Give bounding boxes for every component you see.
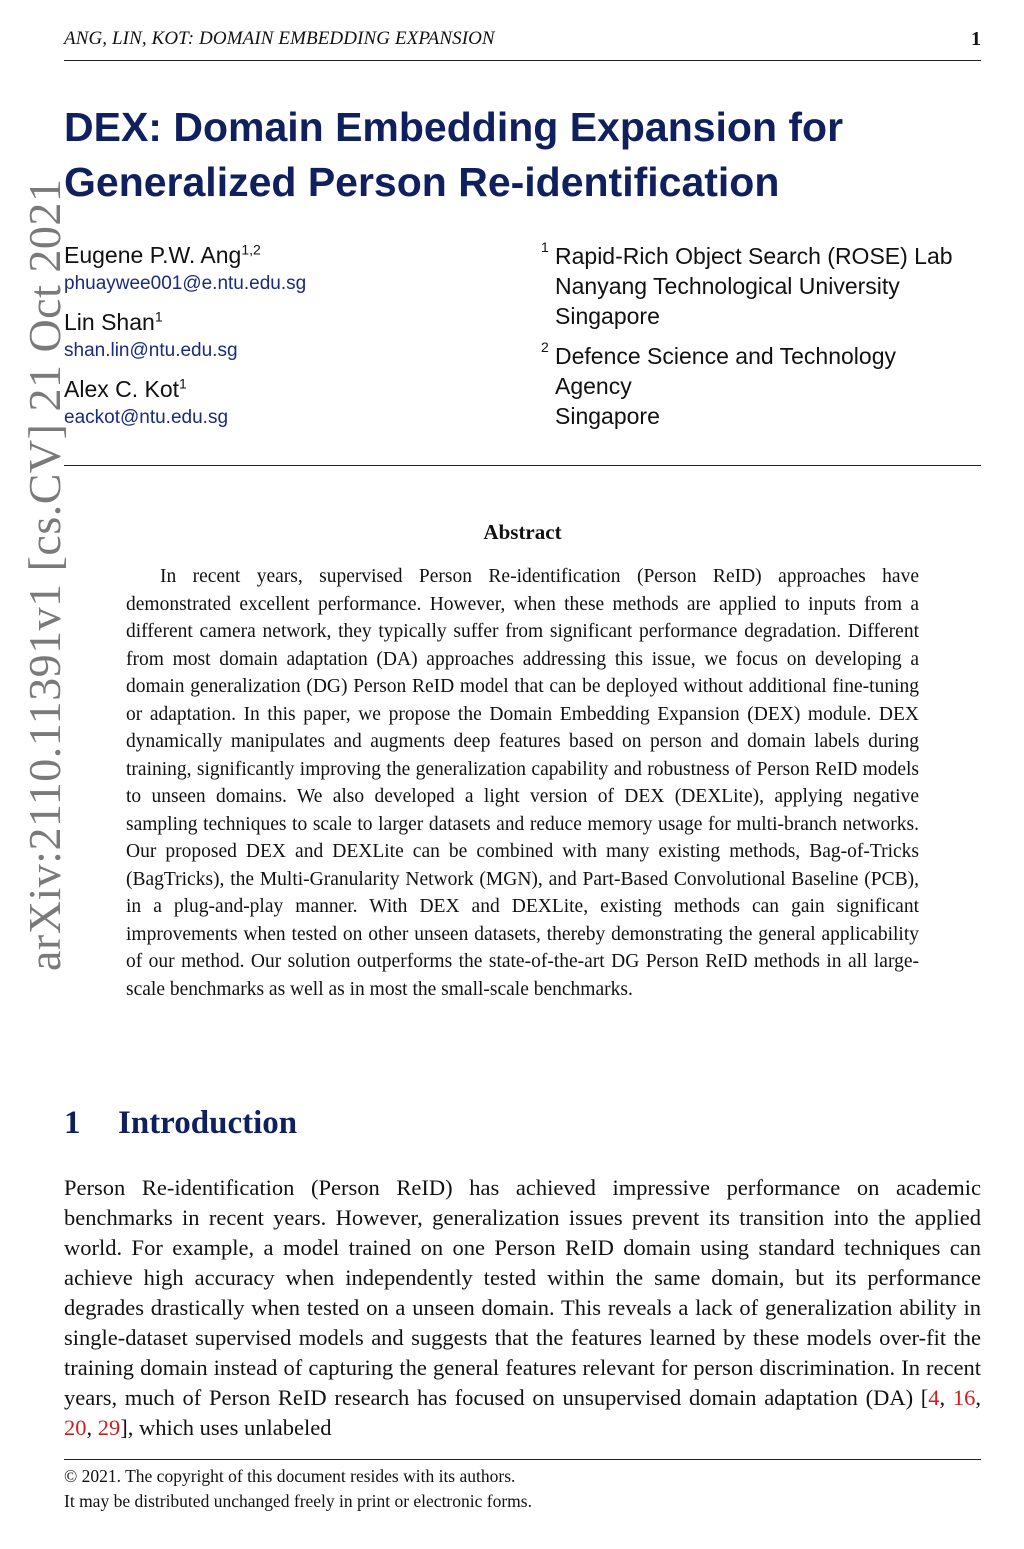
author-affiliation-marker: 1 (154, 308, 163, 325)
citation-link[interactable]: 20 (64, 1415, 87, 1440)
affiliation-line: Defence Science and Technology (555, 343, 896, 369)
citation-link[interactable]: 29 (97, 1415, 121, 1440)
running-header (64, 26, 981, 61)
citation-link[interactable]: 4 (928, 1385, 940, 1410)
intro-text-tail: ], which uses unlabeled (120, 1415, 332, 1440)
arxiv-stamp: arXiv:2110.11391v1 [cs.CV] 21 Oct 2021 (19, 178, 70, 971)
footnote-line: © 2021. The copyright of this document resides with its authors. (64, 1466, 516, 1486)
title-line-2: Generalized Person Re-identification (64, 159, 780, 205)
affiliation-list (541, 241, 1011, 441)
copyright-footnote (64, 1464, 981, 1514)
affiliation (541, 241, 1011, 331)
citation-link[interactable]: 16 (952, 1385, 976, 1410)
section-heading-introduction (64, 1105, 297, 1142)
paper-title (64, 100, 964, 210)
affiliation-line: Singapore (555, 403, 660, 429)
author-email: phuaywee001@e.ntu.edu.sg (64, 273, 307, 294)
affiliation-number: 2 (541, 339, 549, 355)
affiliation-line: Nanyang Technological University (555, 273, 900, 299)
author-affiliation-marker: 1,2 (241, 241, 261, 258)
title-divider (64, 465, 981, 466)
intro-text: Person Re-identification (Person ReID) has achieved impressive performance on academic benchmarks in recent years. However, generalization issues prevent its transition into the applied world. For example, a model trained on one Person ReID domain using standard techniques can achieve high accuracy when independently tested within the same domain, but its performance degrades drastically when tested on a unseen domain. This reveals a lack of generalization ability in single-dataset supervised models and suggests that the features learned by these models over-fit the training domain instead of capturing the general features relevant for person discrimination. In recent years, much of Person ReID research has focused on unsupervised domain adaptation (DA) [ (64, 1175, 981, 1410)
author-email: shan.lin@ntu.edu.sg (64, 340, 238, 361)
author-affiliation-marker: 1 (179, 375, 187, 392)
section-title: Introduction (118, 1105, 298, 1141)
author-name: Eugene P.W. Ang$^{1,2}$ (64, 241, 261, 268)
author-email: eackot@ntu.edu.sg (64, 407, 229, 428)
affiliation-line: Agency (555, 373, 632, 399)
abstract-body: In recent years, supervised Person Re-identification (Person ReID) approaches have demonstrated excellent performance. However, when these methods are applied to inputs from a different camera network, they typically suffer from significant performance degradation. Different from most domain adaptation (DA) approaches addressing this issue, we focus on developing a domain generalization (DG) Person ReID model that can be deployed without additional fine-tuning or adaptation. In this paper, we propose the Domain Embedding Expansion (DEX) module. DEX dynamically manipulates and augments deep features based on person and domain labels during training, significantly improving the generalization capability and robustness of Person ReID models to unseen domains. We also developed a light version of DEX (DEXLite), applying negative sampling techniques to scale to larger datasets and reduce memory usage for multi-branch networks. Our proposed DEX and DEXLite can be combined with many existing methods, Bag-of-Tricks (BagTricks), the Multi-Granularity Network (MGN), and Part-Based Convolutional Baseline (PCB), in a plug-and-play manner. With DEX and DEXLite, existing methods can gain significant improvements when tested on other unseen datasets, thereby demonstrating the general applicability of our method. Our solution outperforms the state-of-the-art DG Person ReID methods in all large-scale benchmarks as well as in most the small-scale benchmarks. (126, 566, 919, 1000)
abstract-heading: Abstract (483, 520, 562, 544)
author-name: Alex C. Kot$^1$ (64, 375, 187, 402)
footnote-divider (64, 1459, 981, 1460)
author-list (64, 240, 504, 441)
author-name: Lin Shan$^1$ (64, 308, 163, 335)
introduction-body: Person Re-identification (Person ReID) has achieved impressive performance on academic benchmarks in recent years. However, generalization issues prevent its transition into the applied world. For example, a model trained on one Person ReID domain using standard techniques can achieve high accuracy when independently tested within the same domain, but its performance degrades drastically when tested on a unseen domain. This reveals a lack of generalization ability in single-dataset supervised models and suggests that the features learned by these models over-fit the training domain instead of capturing the general features relevant for person discrimination. In recent years, much of Person ReID research has focused on unsupervised domain adaptation (DA) [4, 16, 20, 29], which uses unlabeled (64, 1175, 982, 1440)
affiliation-line: Singapore (555, 303, 660, 329)
page-number: 1 (971, 28, 981, 50)
affiliation-line: Rapid-Rich Object Search (ROSE) Lab (555, 243, 953, 269)
running-title: ANG, LIN, KOT: DOMAIN EMBEDDING EXPANSION (64, 28, 495, 49)
affiliation (541, 341, 1011, 431)
affiliation-number: 1 (541, 239, 549, 255)
footnote-line: It may be distributed unchanged freely in print or electronic forms. (64, 1491, 532, 1511)
title-line-1: DEX: Domain Embedding Expansion for (64, 104, 844, 150)
section-number: 1 (64, 1105, 81, 1141)
